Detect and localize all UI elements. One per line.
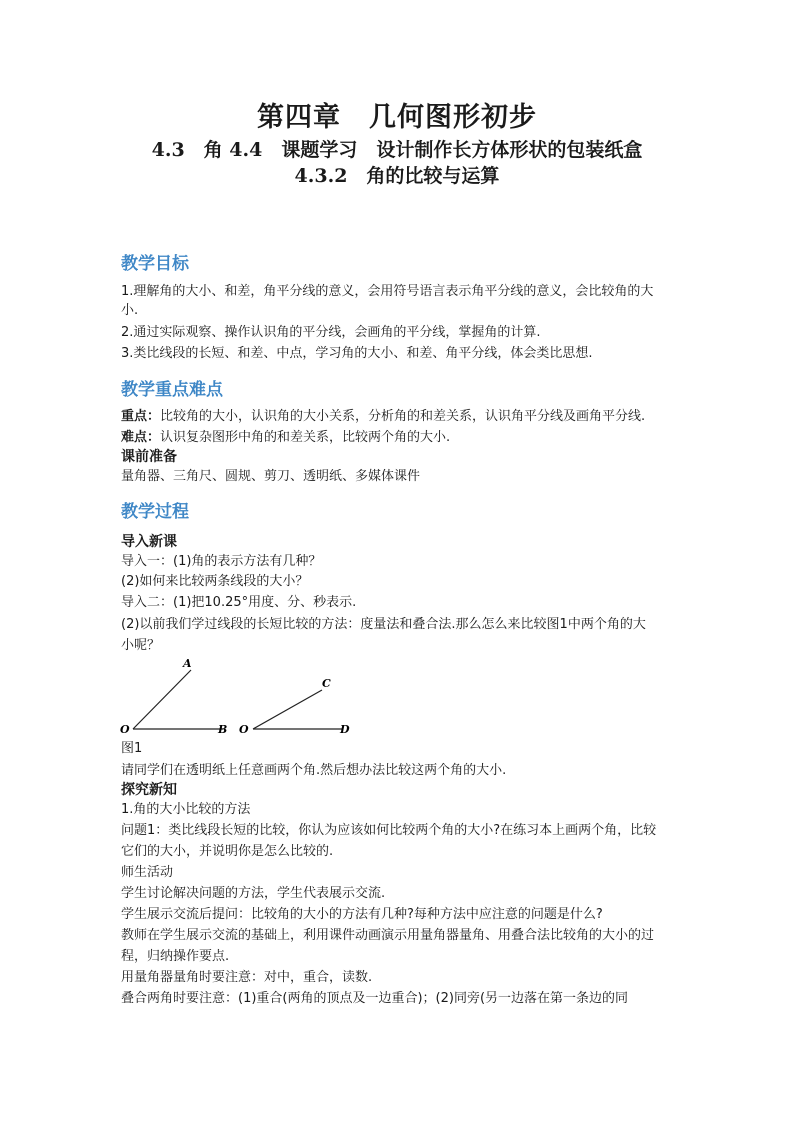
activity-label: 师生活动 bbox=[121, 865, 174, 880]
difficulty-text: 认识复杂图形中角的和差关系，比较两个角的大小. bbox=[160, 430, 451, 445]
protractor-text: 用量角器量角时要注意：对中，重合，读数. bbox=[121, 970, 373, 985]
process-heading: 教学过程 bbox=[121, 502, 189, 522]
intro2-line-b: (2)以前我们学过线段的长短比较的方法：度量法和叠合法.那么怎么来比较图1中两个角的大 bbox=[121, 617, 646, 632]
explore-heading: 探究新知 bbox=[121, 782, 177, 798]
ray-oa bbox=[133, 670, 191, 729]
angle-diagram bbox=[115, 652, 360, 742]
key-points-heading: 教学重点难点 bbox=[121, 380, 223, 400]
explore-item: 1.角的大小比较的方法 bbox=[121, 802, 251, 817]
teacher-line-b: 程，归纳操作要点. bbox=[121, 949, 230, 964]
label-a: A bbox=[183, 657, 192, 670]
intro1-line-a: 导入一：(1)角的表示方法有几种？ bbox=[121, 554, 322, 569]
overlap-text: 叠合两角时要注意：(1)重合(两角的顶点及一边重合)；(2)同旁(另一边落在第一条边的同 bbox=[121, 991, 629, 1006]
label-c: C bbox=[322, 677, 331, 690]
section-title: 4.3 角 4.4 课题学习 设计制作长方体形状的包装纸盒 bbox=[151, 139, 643, 161]
preparation-text: 量角器、三角尺、圆规、剪刀、透明纸、多媒体课件 bbox=[121, 469, 421, 484]
question1-line-a: 问题1：类比线段长短的比较，你认为应该如何比较两个角的大小?在练习本上画两个角，比较 bbox=[121, 823, 657, 838]
difficulty-label: 难点： bbox=[121, 430, 161, 445]
discuss-text: 学生讨论解决问题的方法，学生代表展示交流. bbox=[121, 886, 386, 901]
objectives-heading: 教学目标 bbox=[121, 254, 189, 274]
intro2-line-a: 导入二：(1)把10.25°用度、分、秒表示. bbox=[121, 595, 357, 610]
objective-line-1: 1.理解角的大小、和差，角平分线的意义，会用符号语言表示角平分线的意义，会比较角的大 bbox=[121, 284, 654, 299]
label-o1: O bbox=[120, 723, 130, 736]
subsection-title: 4.3.2 角的比较与运算 bbox=[294, 165, 500, 187]
intro1-line-b: (2)如何来比较两条线段的大小？ bbox=[121, 574, 309, 589]
figure-caption: 图1 bbox=[121, 741, 143, 756]
ask-text: 学生展示交流后提问：比较角的大小的方法有几种?每种方法中应注意的问题是什么? bbox=[121, 907, 603, 922]
intro2-line-c: 小呢？ bbox=[121, 638, 161, 653]
focus-text: 比较角的大小，认识角的大小关系，分析角的和差关系，认识角平分线及画角平分线. bbox=[160, 409, 646, 424]
after-figure-text: 请同学们在透明纸上任意画两个角.然后想办法比较这两个角的大小. bbox=[121, 763, 507, 778]
question1-line-b: 它们的大小，并说明你是怎么比较的. bbox=[121, 844, 334, 859]
focus-line bbox=[121, 408, 645, 426]
label-d: D bbox=[340, 723, 350, 736]
intro-heading: 导入新课 bbox=[121, 534, 177, 550]
objective-line-3: 3.类比线段的长短、和差、中点，学习角的大小、和差、角平分线，体会类比思想. bbox=[121, 346, 593, 361]
teacher-line-a: 教师在学生展示交流的基础上，利用课件动画演示用量角器量角、用叠合法比较角的大小的过 bbox=[121, 928, 655, 943]
chapter-title: 第四章 几何图形初步 bbox=[257, 102, 537, 133]
label-b: B bbox=[218, 723, 228, 736]
objective-line-2: 2.通过实际观察、操作认识角的平分线，会画角的平分线，掌握角的计算. bbox=[121, 325, 541, 340]
focus-label: 重点： bbox=[121, 409, 161, 424]
angle-figure bbox=[115, 652, 360, 742]
preparation-heading: 课前准备 bbox=[121, 449, 177, 465]
ray-oc bbox=[253, 690, 322, 729]
label-o2: O bbox=[239, 723, 249, 736]
difficulty-line bbox=[121, 429, 450, 447]
objective-line-1-cont: 小. bbox=[121, 303, 139, 318]
